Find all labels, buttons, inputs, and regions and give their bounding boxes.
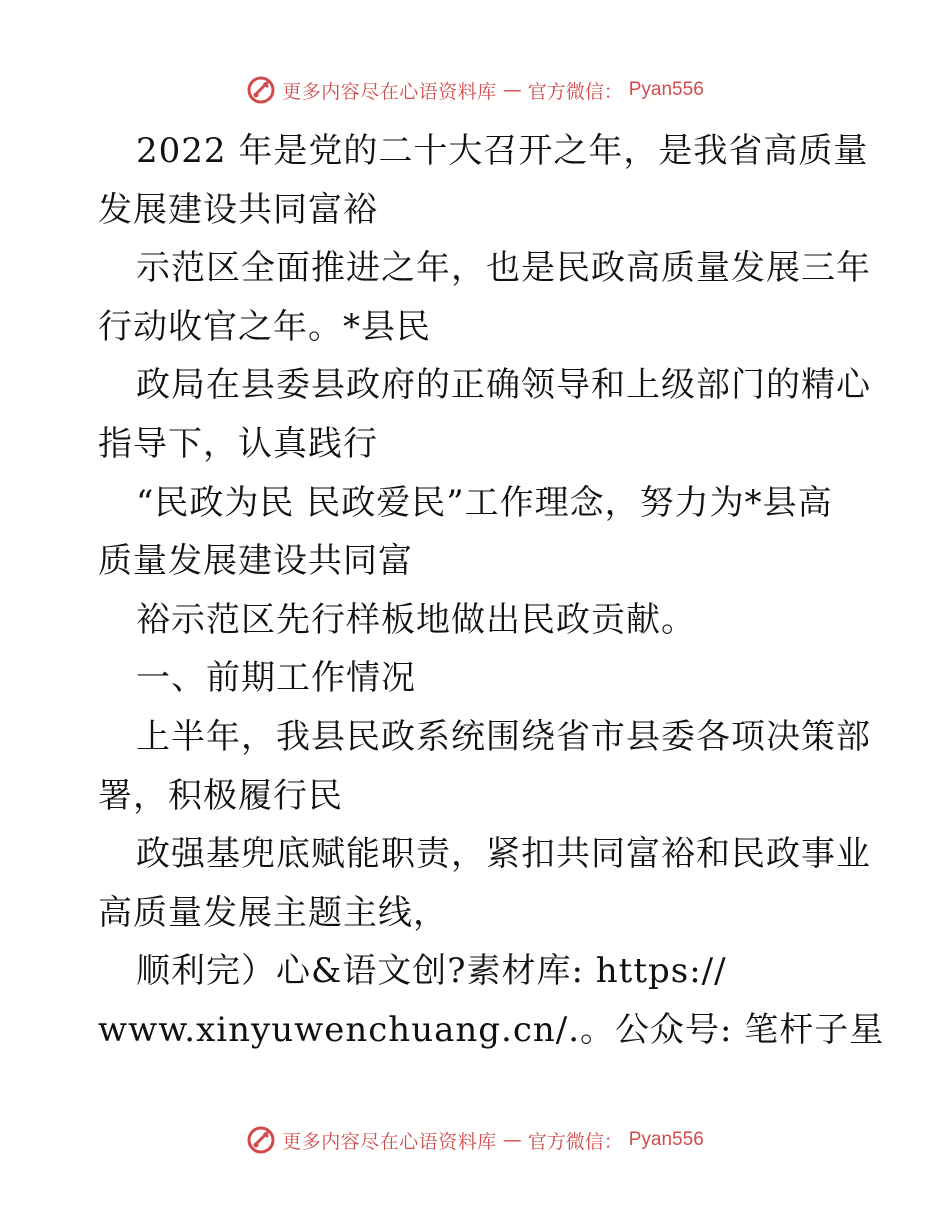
watermark-text: 更多内容尽在心语资料库 bbox=[282, 1130, 497, 1153]
header-watermark bbox=[0, 73, 950, 107]
watermark-wechat-label: 官方微信： bbox=[527, 80, 623, 103]
paragraph-line: 署，积极履行民 bbox=[98, 775, 343, 816]
watermark-wechat-id: Pyan556 bbox=[628, 1129, 704, 1150]
paragraph-line: 2022 年是党的二十大召开之年，是我省高质量 bbox=[136, 131, 869, 171]
logo-seal-icon bbox=[246, 1125, 276, 1155]
paragraph-line: 示范区全面推进之年，也是民政高质量发展三年 bbox=[136, 248, 871, 289]
paragraph-line: 高质量发展主题主线， bbox=[98, 892, 448, 933]
paragraph-line: 质量发展建设共同富 bbox=[98, 541, 413, 582]
section-heading: 一、前期工作情况 bbox=[136, 658, 416, 699]
footer-watermark bbox=[0, 1123, 950, 1157]
document-body bbox=[98, 122, 885, 1060]
watermark-wechat-label: 官方微信： bbox=[527, 1130, 623, 1153]
paragraph-line: 指导下，认真践行 bbox=[98, 423, 378, 464]
watermark-separator: — bbox=[502, 1129, 522, 1151]
watermark-text: 更多内容尽在心语资料库 bbox=[282, 80, 497, 103]
paragraph-line: 顺利完）心&语文创?素材库: https:// bbox=[136, 951, 727, 992]
paragraph-line: 上半年，我县民政系统围绕省市县委各项决策部 bbox=[136, 716, 871, 757]
paragraph-line: 行动收官之年。*县民 bbox=[98, 306, 431, 347]
paragraph-line: www.xinyuwenchuang.cn/.。公众号: 笔杆子星 bbox=[98, 1009, 885, 1050]
paragraph-line: 裕示范区先行样板地做出民政贡献。 bbox=[136, 599, 696, 640]
watermark-wechat-id: Pyan556 bbox=[628, 79, 704, 100]
paragraph-line: 政强基兜底赋能职责，紧扣共同富裕和民政事业 bbox=[136, 834, 871, 875]
logo-seal-icon bbox=[246, 75, 276, 105]
paragraph-line: 发展建设共同富裕 bbox=[98, 189, 378, 230]
watermark-separator: — bbox=[502, 79, 522, 101]
paragraph-line: 政局在县委县政府的正确领导和上级部门的精心 bbox=[136, 365, 871, 406]
paragraph-line: “民政为民 民政爱民”工作理念，努力为*县高 bbox=[136, 482, 833, 523]
